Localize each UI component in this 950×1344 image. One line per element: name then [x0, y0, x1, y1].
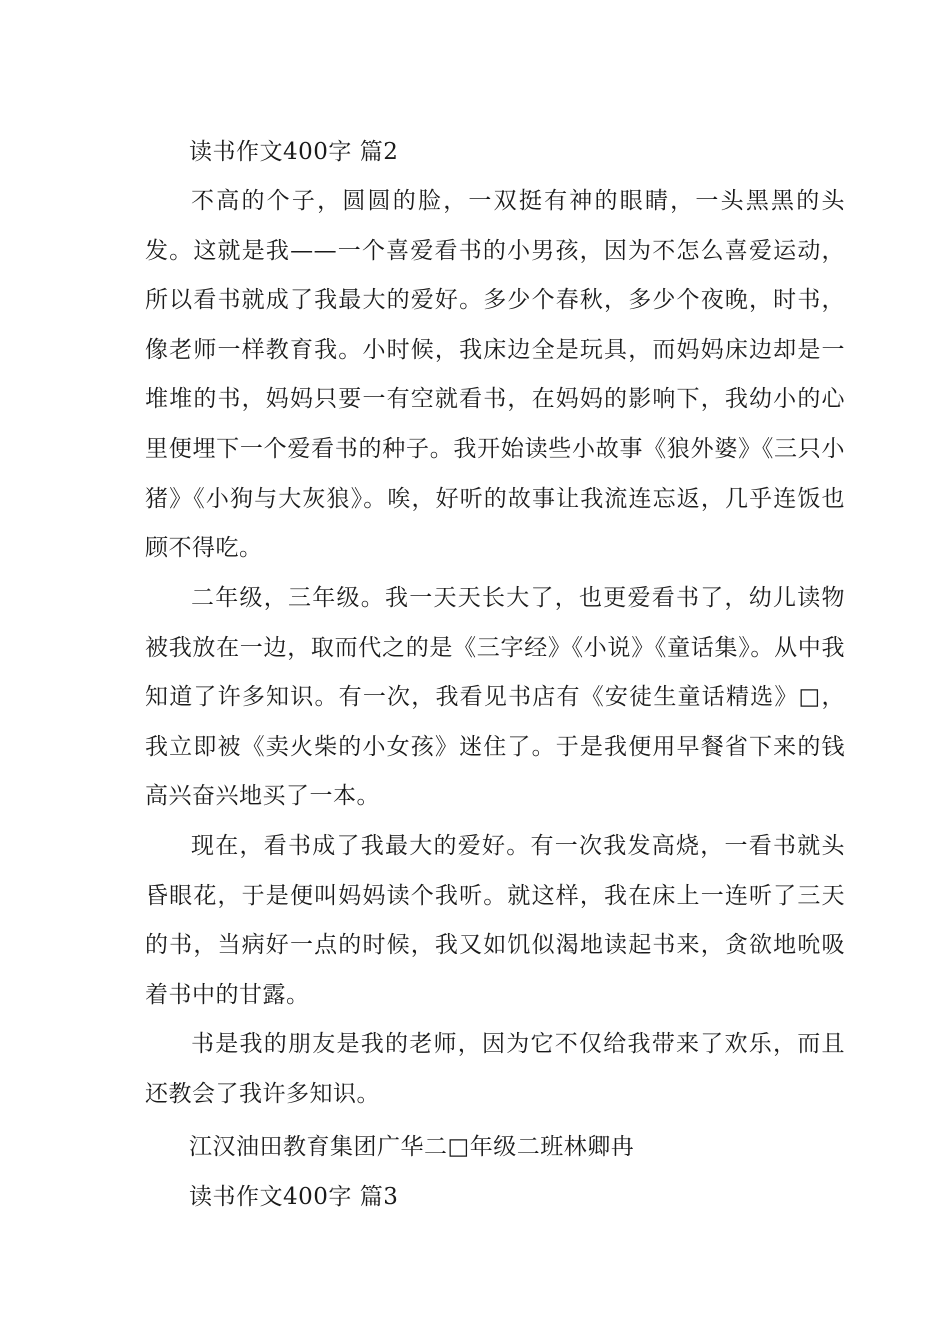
- paragraph-2: 二年级，三年级。我一天天长大了，也更爱看书了，幼儿读物被我放在一边，取而代之的是《三字经》《小说》《童话集》。从中我知道了许多知识。有一次，我看见书店有《安徒生童话精选》□，我立即被《卖火柴的小女孩》迷住了。于是我便用早餐省下来的钱高兴奋兴地买了一本。: [145, 585, 845, 810]
- section-heading-2: 读书作文400字 篇2: [189, 139, 399, 165]
- paragraph-1: 不高的个子，圆圆的脸，一双挺有神的眼睛，一头黑黑的头发。这就是我——一个喜爱看书的小男孩，因为不怎么喜爱运动，所以看书就成了我最大的爱好。多少个春秋，多少个夜晚，时书，像老师一样教育我。小时候，我床边全是玩具，而妈妈床边却是一堆堆的书，妈妈只要一有空就看书，在妈妈的影响下，我幼小的心里便埋下一个爱看书的种子。我开始读些小故事《狼外婆》《三只小猪》《小狗与大灰狼》。唉，好听的故事让我流连忘返，几乎连饭也顾不得吃。: [145, 188, 845, 562]
- paragraph-4: 书是我的朋友是我的老师，因为它不仅给我带来了欢乐，而且还教会了我许多知识。: [145, 1031, 845, 1107]
- author-signature: 江汉油田教育集团广华二□年级二班林卿冉: [189, 1134, 635, 1160]
- section-heading-3: 读书作文400字 篇3: [189, 1184, 399, 1210]
- paragraph-3: 现在，看书成了我最大的爱好。有一次我发高烧，一看书就头昏眼花，于是便叫妈妈读个我听。就这样，我在床上一连听了三天的书，当病好一点的时候，我又如饥似渴地读起书来，贪欲地吮吸着书中的甘露。: [145, 833, 845, 1008]
